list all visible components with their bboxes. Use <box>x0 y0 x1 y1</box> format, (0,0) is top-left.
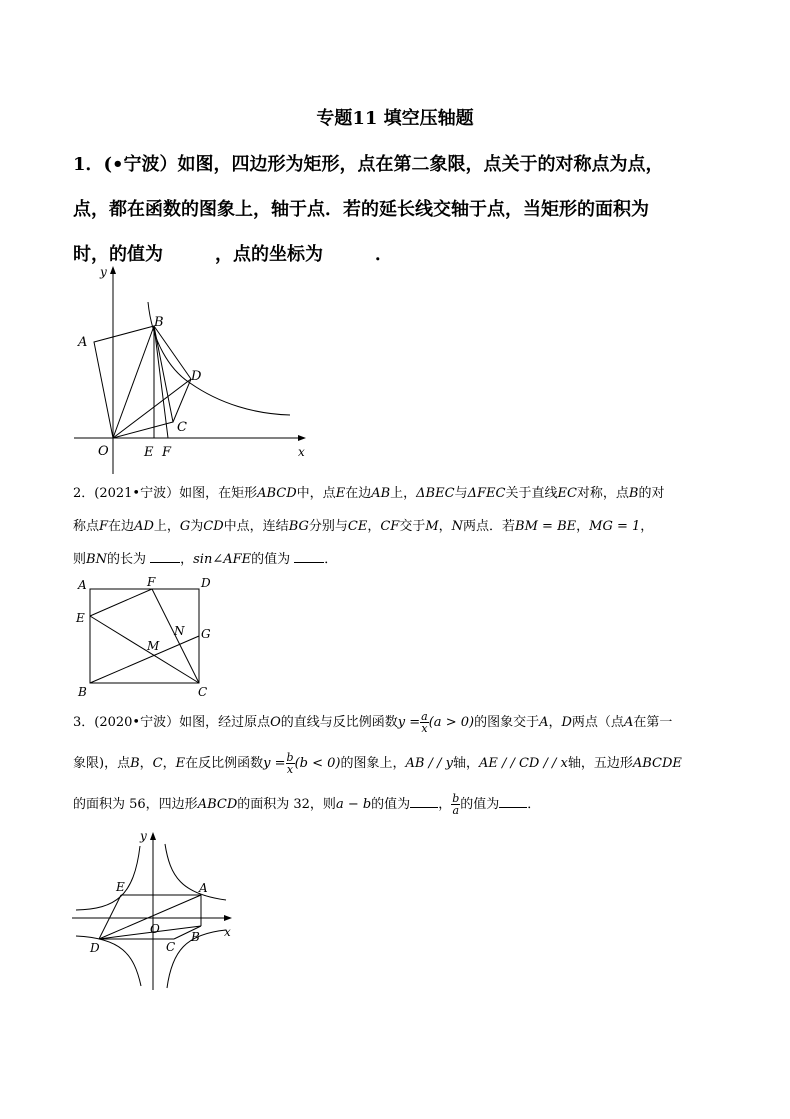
q2-line-1 <box>73 477 723 510</box>
q2-u3: 在边 <box>108 519 135 534</box>
q2-label-E: E <box>76 611 85 625</box>
q2-label-D: D <box>201 576 211 590</box>
q2-t6: AB <box>371 486 391 501</box>
q1-label-B: B <box>154 315 164 330</box>
q2-t10: ΔFEC <box>467 486 506 501</box>
q1-line-1: 1．(•宁波）如图，四边形为矩形，点在第二象限，点关于的对称点为点， <box>73 154 664 175</box>
q3-label-C: C <box>166 940 176 954</box>
question-3-text <box>73 703 723 825</box>
q2-u8: CD <box>203 519 224 534</box>
q2-seg-EF <box>90 589 152 616</box>
q1-label-D: D <box>191 369 202 384</box>
q3-frac3-den: a <box>452 804 459 817</box>
q3-u7: 在反比例函数 <box>185 756 264 771</box>
q2-label-N: N <box>174 624 185 638</box>
q1-label-y: y <box>100 265 107 279</box>
q3-line-1 <box>73 703 723 743</box>
q3-t12: 在第一 <box>633 715 673 730</box>
q3-frac2-den: x <box>286 763 294 776</box>
q3-t8: ， <box>548 715 562 730</box>
q2-t14: B <box>628 486 639 501</box>
q3-t6: 的图象交于 <box>474 715 540 730</box>
q3-v8: ． <box>527 797 541 812</box>
q3-u10: 的图象上， <box>340 756 406 771</box>
q2-t13: 对称，点 <box>576 486 629 501</box>
q2-u12: CE <box>347 519 368 534</box>
q2-label-M: M <box>147 639 160 653</box>
q2-t5: 在边 <box>345 486 372 501</box>
q3-t9: D <box>561 715 572 730</box>
q2-blank-2[interactable] <box>294 548 324 563</box>
q2-v3: 的长为 <box>106 552 146 567</box>
q3-t3: 的直线与反比例函数 <box>280 715 398 730</box>
q2-t11: 关于直线 <box>505 486 558 501</box>
q3-seg-ED <box>99 895 121 939</box>
q3-u14: 轴，五边形 <box>567 756 633 771</box>
q3-v5: 的值为 <box>371 797 411 812</box>
q3-x-arrow <box>224 915 232 921</box>
q2-u5: 上， <box>153 519 180 534</box>
q3-v4: a − b <box>335 797 372 812</box>
q2-label-G: G <box>201 627 211 641</box>
q1-y-arrow <box>110 266 116 274</box>
q3-curve-a-q1 <box>165 844 226 900</box>
q1-label-O: O <box>98 444 109 459</box>
q3-label-B: B <box>191 930 200 944</box>
q3-u2: B <box>130 756 140 771</box>
q2-label-A: A <box>78 578 87 592</box>
q2-v6: 的值为 <box>251 552 291 567</box>
q3-u12: 轴， <box>452 756 479 771</box>
q3-frac-a-over-x <box>420 711 429 734</box>
q2-u6: G <box>179 519 191 534</box>
q2-t15: 的对 <box>638 486 665 501</box>
q2-u21: ， <box>576 519 590 534</box>
q3-frac2-num: b <box>286 751 294 764</box>
q2-t3: 中，点 <box>296 486 336 501</box>
q2-seg-BG <box>90 636 199 683</box>
q2-u17: ， <box>438 519 452 534</box>
q1-curve <box>148 302 290 415</box>
q2-label-B: B <box>78 685 87 699</box>
q3-v6: ， <box>438 797 452 812</box>
q2-u19: 两点．若 <box>463 519 516 534</box>
q3-curve-a-q3 <box>76 936 141 986</box>
q1-label-E: E <box>144 445 154 460</box>
q1-label-A: A <box>78 335 88 350</box>
q1-label-C: C <box>177 420 187 435</box>
q2-u9: 中点，连结 <box>223 519 289 534</box>
q3-t5: (a > 0) <box>428 715 475 730</box>
q3-v3: 的面积为 32，则 <box>237 797 336 812</box>
q2-t4: E <box>335 486 346 501</box>
q1-seg-OB <box>113 326 154 438</box>
q2-v1: 则 <box>73 552 87 567</box>
q3-frac-b-over-a <box>451 793 460 816</box>
q3-t11: A <box>623 715 634 730</box>
q2-t12: EC <box>557 486 577 501</box>
q2-u13: ， <box>367 519 381 534</box>
q3-u1: 象限)，点 <box>73 756 131 771</box>
q2-t2: ABCD <box>257 486 297 501</box>
q3-v1: 的面积为 56，四边形 <box>73 797 198 812</box>
q3-blank-2[interactable] <box>499 793 527 808</box>
q3-label-D: D <box>90 941 100 955</box>
q2-u11: 分别与 <box>308 519 348 534</box>
question-1-text <box>73 142 733 277</box>
q2-u4: AD <box>134 519 154 534</box>
q1-line-3-text-a: 时，的值为 <box>73 244 163 265</box>
q2-t1: 2．(2021•宁波）如图，在矩形 <box>73 486 258 501</box>
q3-u8: y = <box>263 756 286 771</box>
q3-u6: E <box>175 756 186 771</box>
page-title: 专题11 填空压轴题 <box>316 108 474 129</box>
q2-t9: 与 <box>454 486 468 501</box>
q3-frac-b-over-x <box>286 752 295 775</box>
q2-label-C: C <box>198 685 208 699</box>
q3-u3: ， <box>139 756 153 771</box>
q3-v2: ABCD <box>197 797 238 812</box>
q3-frac3-num: b <box>452 792 460 805</box>
q3-u15: ABCDE <box>632 756 682 771</box>
q2-u18: N <box>451 519 464 534</box>
q1-line-3-text-b: ，点的坐标为 <box>215 244 323 265</box>
q2-u22: MG = 1 <box>589 519 641 534</box>
q3-label-A: A <box>199 881 208 895</box>
q2-t7: 上， <box>390 486 417 501</box>
q2-u7: 为 <box>190 519 204 534</box>
q3-label-E: E <box>116 880 125 894</box>
q3-y-arrow <box>150 832 156 840</box>
q2-t8: ΔBEC <box>416 486 455 501</box>
q2-u14: CF <box>380 519 400 534</box>
q3-v7: 的值为 <box>460 797 500 812</box>
q3-label-O: O <box>150 922 160 936</box>
q1-figure <box>60 262 320 482</box>
q2-figure <box>70 572 220 700</box>
q3-u9: (b < 0) <box>294 756 341 771</box>
q2-blank-1[interactable] <box>150 548 180 563</box>
q3-u11: AB / / y <box>405 756 453 771</box>
q2-u2: F <box>99 519 109 534</box>
q3-t10: 两点（点 <box>571 715 624 730</box>
q2-u15: 交于 <box>399 519 426 534</box>
q3-frac1-den: x <box>421 722 428 735</box>
q3-frac1-num: a <box>421 710 428 723</box>
q1-x-arrow <box>298 435 306 441</box>
q3-u5: ， <box>162 756 176 771</box>
q3-line-2 <box>73 743 723 785</box>
q1-line-2: 点，都在函数的图象上，轴于点．若的延长线交轴于点，当矩形的面积为 <box>73 199 649 220</box>
q3-curve-b-q2 <box>76 846 140 910</box>
q2-v4: ， <box>180 552 194 567</box>
q2-u16: M <box>425 519 439 534</box>
q3-label-x: x <box>224 925 231 939</box>
q3-u13: AE / / CD / / x <box>478 756 568 771</box>
q3-figure <box>66 826 246 994</box>
q1-label-F: F <box>162 445 172 460</box>
q3-label-y: y <box>140 829 147 843</box>
q2-v5: sin∠AFE <box>193 552 252 567</box>
q2-u1: 称点 <box>73 519 100 534</box>
q3-blank-1[interactable] <box>410 793 438 808</box>
q2-v2: BN <box>86 552 107 567</box>
q2-u20: BM = BE <box>515 519 577 534</box>
q3-t4: y = <box>397 715 421 730</box>
q3-u4: C <box>152 756 163 771</box>
q2-label-F: F <box>147 575 156 589</box>
q3-line-3 <box>73 785 723 825</box>
q1-line-3-text-c: ． <box>375 244 393 265</box>
q1-label-x: x <box>298 445 305 459</box>
q3-t1: 3．(2020•宁波）如图，经过原点 <box>73 715 271 730</box>
q2-u10: BG <box>288 519 309 534</box>
q3-t7: A <box>539 715 549 730</box>
q2-v7: ． <box>324 552 338 567</box>
q2-line-2 <box>73 510 723 543</box>
question-2-text <box>73 477 723 576</box>
q2-u23: ， <box>640 519 654 534</box>
q3-t2: O <box>270 715 281 730</box>
